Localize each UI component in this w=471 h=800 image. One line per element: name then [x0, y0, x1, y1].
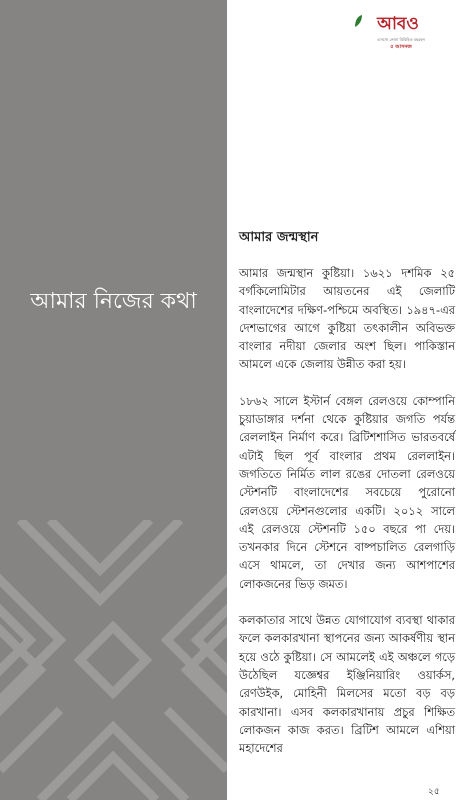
geometric-pattern: [0, 520, 227, 800]
paragraph: কলকাতার সাথে উন্নত যোগাযোগ ব্যবস্থা থাকার ফলে কলকারখানা স্থাপনের জন্য আকর্ষণীয় স্থান হয়ে ওঠে কুষ্টিয়া। সে আমলেই এই অঞ্চলে গড়ে উঠেছিল যজ্ঞেশ্বর ইঞ্জিনিয়ারিং ওয়ার্কস, রেণউইক, মোহিনী মিলসের মতো বড় বড় কারখানা। এসব কলকারখানায় প্রচুর শিক্ষিত লোকজন কাজ করত। ব্রিটিশ আমলে এশিয়া মহাদেশের: [239, 613, 455, 756]
page-number: ২৫: [428, 787, 440, 797]
logo-tagline: এসসো নেজা বিবিহিত বহরহন: [377, 37, 425, 42]
logo-edition: ৫ আসনজ: [390, 44, 412, 50]
paragraph: আমার জন্মস্থান কুষ্টিয়া। ১৬২১ দশমিক ২৫ বর্গকিলোমিটার আয়তনের এই জেলাটি বাংলাদেশের দক্ষিণ-পশ্চিমে অবস্থিত। ১৯৪৭-এর দেশভাগের আগে কুষ্টিয়া তৎকালীন অবিভক্ত বাংলার নদীয়া জেলার অংশ ছিল। পাকিস্তান আমলে একে জেলায় উন্নীত করা হয়।: [239, 266, 455, 372]
chapter-cover-panel: [0, 0, 227, 800]
section-heading: আমার জন্মস্থান: [239, 230, 319, 245]
logo-wordmark: আবও: [377, 14, 419, 34]
publisher-logo: [347, 12, 455, 54]
paragraph: ১৮৬২ সালে ইস্টার্ন বেঙ্গল রেলওয়ে কোম্পানি চুয়াডাঙ্গার দর্শনা থেকে কুষ্টিয়ার জগতি পর্যন্ত রেললাইন নির্মাণ করে। ব্রিটিশশাসিত ভারতবর্ষে এটাই ছিল পূর্ব বাংলার প্রথম রেললাইন। জগতিতে নির্মিত লাল রঙের দোতলা রেলওয়ে স্টেশনটি বাংলাদেশের সবচেয়ে পুরোনো রেলওয়ে স্টেশনগুলোর একটি। ২০১২ সালে এই রেলওয়ে স্টেশনটি ১৫০ বছরে পা দেয়। তখনকার দিনে স্টেশনে বাষ্পচালিত রেলগাড়ি এসে থামলে, তা দেখার জন্য আশপাশের লোকজনের ভিড় জমত।: [239, 393, 455, 591]
article-body: [239, 228, 455, 775]
chapter-title: আমার নিজের কথা: [30, 289, 197, 314]
